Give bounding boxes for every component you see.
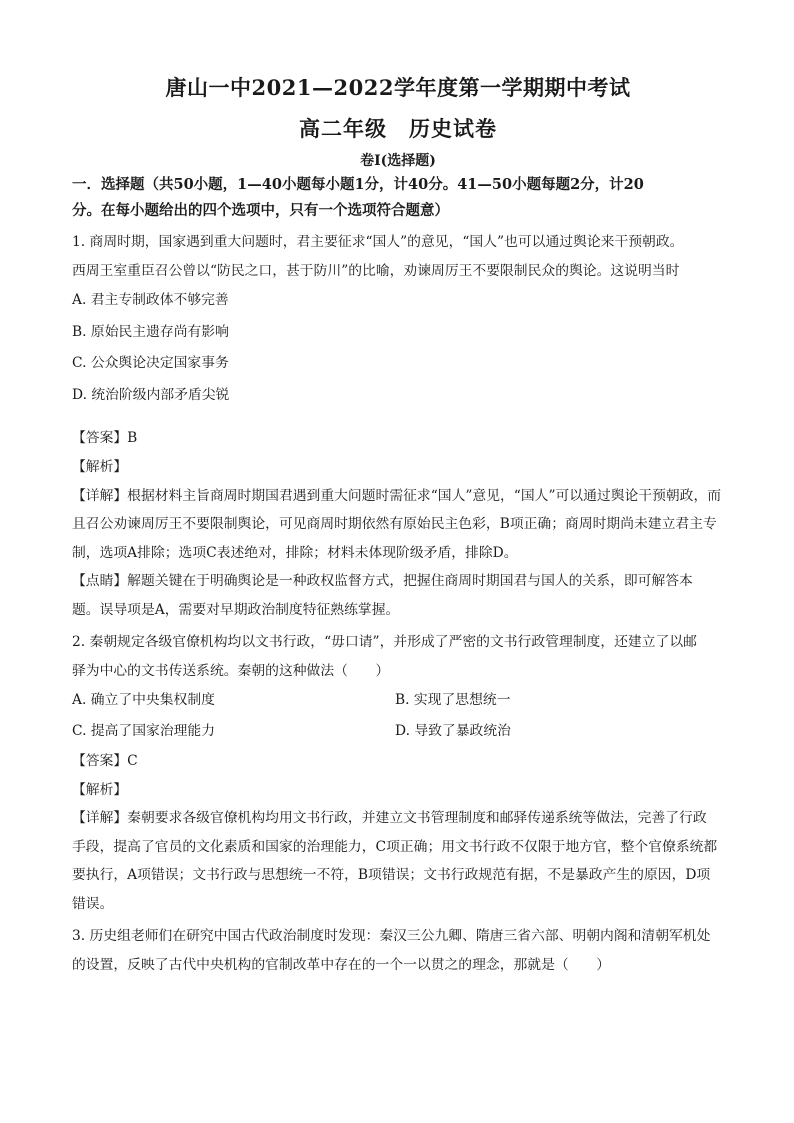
q2-analysis-label: 【解析】 xyxy=(72,781,128,798)
question-2 xyxy=(72,628,724,918)
q1-option-d: D. 统治阶级内部矛盾尖锐 xyxy=(72,386,230,403)
q2-option-a: A. 确立了中央集权制度 xyxy=(72,692,215,708)
section-line-1: 一．选择题（共50小题，1—40小题每小题1分，计40分。41—50小题每题2分，计20 xyxy=(72,176,644,193)
exam-title: 唐山一中2021—2022学年度第一学期期中考试 xyxy=(165,75,631,100)
q1-option-b: B. 原始民主遗存尚有影响 xyxy=(72,323,229,340)
q2-detail-line-2: 手段，提高了官员的文化素质和国家的治理能力，C项正确；用文书行政不仅限于地方官，整个官僚系统都 xyxy=(72,838,718,855)
question-3 xyxy=(72,922,724,979)
q1-detail-line-2: 且召公劝谏周厉王不要限制舆论，可见商周时期依然有原始民主色彩，B项正确；商周时期尚未建立君主专 xyxy=(72,516,717,532)
q2-option-c: C. 提高了国家治理能力 xyxy=(72,723,216,739)
q1-stem-line-1: 1. 商周时期，国家遇到重大问题时，君主要征求“国人”的意见，“国人”也可以通过舆论来干预朝政。 xyxy=(72,234,684,250)
q3-stem-line-1: 3. 历史组老师们在研究中国古代政治制度时发现：秦汉三公九卿、隋唐三省六部、明朝内阁和清朝军机处 xyxy=(72,928,711,944)
q1-analysis-label: 【解析】 xyxy=(72,459,128,475)
section-line-2: 分。在每小题给出的四个选项中，只有一个选项符合题意） xyxy=(72,202,449,219)
q3-stem-line-2: 的设置，反映了古代中央机构的官制改革中存在的一个一以贯之的理念，那就是（ ） xyxy=(72,956,611,973)
q2-detail-line-1: 【详解】秦朝要求各级官僚机构均用文书行政，并建立文书管理制度和邮驿传递系统等做法，完善了行政 xyxy=(72,810,707,826)
q2-options-row-1 xyxy=(72,685,724,716)
q1-option-c: C. 公众舆论决定国家事务 xyxy=(72,355,229,371)
exam-subtitle: 高二年级 历史试卷 xyxy=(299,116,497,141)
q2-detail-line-4: 错误。 xyxy=(72,895,114,912)
q2-options-row-2 xyxy=(72,716,724,747)
q2-stem-line-1: 2. 秦朝规定各级官僚机构均以文书行政，“毋口请”，并形成了严密的文书行政管理制度，还建立了以邮 xyxy=(72,634,697,650)
section-instructions xyxy=(72,172,724,224)
q1-answer: 【答案】B xyxy=(72,430,138,446)
question-1 xyxy=(72,228,724,624)
q1-stem-line-2: 西周王室重臣召公曾以“防民之口，甚于防川”的比喻，劝谏周厉王不要限制民众的舆论。这说明当时 xyxy=(72,262,680,279)
q1-detail-line-3: 制，选项A排除；选项C表述绝对，排除；材料未体现阶级矛盾，排除D。 xyxy=(72,544,518,561)
exam-page xyxy=(72,70,724,979)
q2-option-b: B. 实现了思想统一 xyxy=(395,692,511,708)
q2-option-d: D. 导致了暴政统治 xyxy=(395,723,511,739)
q1-point-line-1: 【点睛】解题关键在于明确舆论是一种政权监督方式，把握住商周时期国君与国人的关系，即可解答本 xyxy=(72,573,693,589)
q1-point-line-2: 题。误导项是A，需要对早期政治制度特征熟练掌握。 xyxy=(72,601,400,618)
q2-detail-line-3: 要执行，A项错误；文书行政与思想统一不符，B项错误；文书行政规范有据，不是暴政产生的原因，D项 xyxy=(72,867,711,883)
q1-option-a: A. 君主专制政体不够完善 xyxy=(72,292,229,308)
q1-detail-line-1: 【详解】根据材料主旨商周时期国君遇到重大问题时需征求“国人”意见，“国人”可以通过舆论干预朝政，而 xyxy=(72,487,722,504)
volume-heading: 卷Ⅰ(选择题) xyxy=(360,153,436,169)
q2-answer: 【答案】C xyxy=(72,753,138,769)
q2-stem-line-2: 驿为中心的文书传送系统。秦朝的这种做法（ ） xyxy=(72,662,390,679)
